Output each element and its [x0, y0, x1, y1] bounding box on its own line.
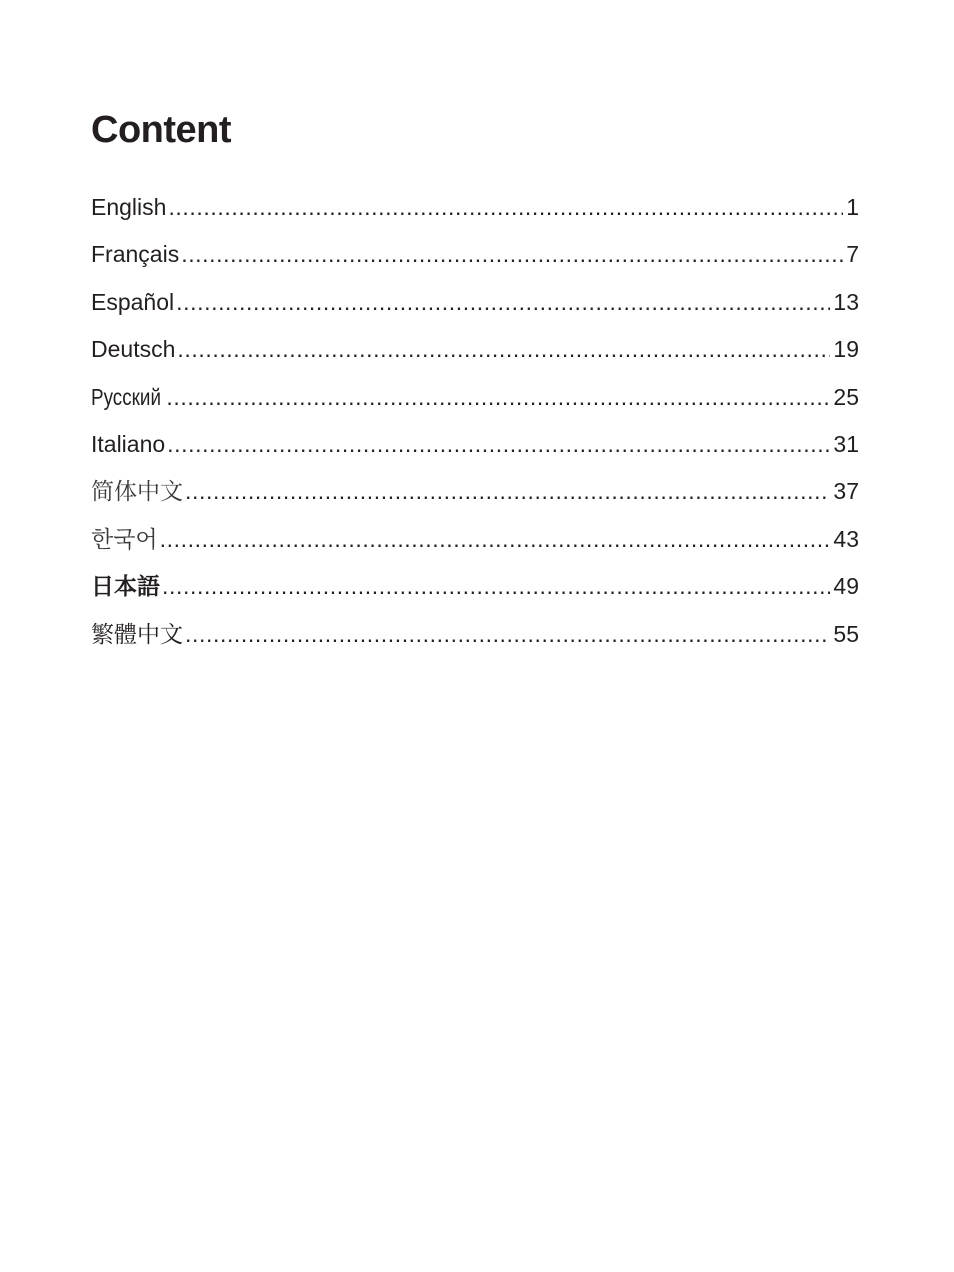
toc-label: Español: [91, 288, 175, 315]
toc-page-number: 55: [833, 620, 859, 647]
toc-page-number: 13: [833, 288, 859, 315]
toc-leader-dots: [185, 474, 830, 508]
toc-page-number: 1: [846, 194, 859, 220]
toc-page-number: 7: [846, 241, 859, 268]
toc-page-number: 31: [833, 430, 859, 457]
toc-label: 한국어: [91, 525, 158, 552]
toc-leader-dots: [176, 285, 830, 319]
toc-entry-traditional-chinese[interactable]: [91, 617, 859, 664]
toc-leader-dots: [160, 522, 831, 556]
toc-leader-dots: [168, 190, 843, 224]
toc-entry-deutsch[interactable]: [91, 332, 859, 379]
toc-entry-espanol[interactable]: [91, 285, 859, 332]
toc-entry-simplified-chinese[interactable]: [91, 474, 859, 521]
toc-entry-italiano[interactable]: [91, 427, 859, 474]
toc-label: 繁體中文: [91, 620, 183, 647]
toc-entry-english[interactable]: [91, 190, 859, 237]
toc-entry-russian[interactable]: [91, 380, 859, 427]
toc-page-number: 25: [833, 383, 859, 410]
toc-label: 日本語: [91, 573, 160, 600]
toc-leader-dots: [181, 237, 843, 271]
toc-label: Français: [91, 241, 180, 268]
toc-label: Italiano: [91, 430, 166, 457]
toc-page-number: 49: [833, 573, 859, 600]
toc-label: 简体中文: [91, 478, 183, 505]
toc-leader-dots: [166, 380, 830, 414]
toc-leader-dots: [167, 427, 830, 461]
toc-leader-dots: [162, 569, 830, 603]
page-title: Content: [91, 109, 232, 151]
toc-label: Русский: [91, 383, 161, 410]
toc-page-number: 37: [833, 478, 859, 505]
toc-entry-francais[interactable]: [91, 237, 859, 284]
toc-page-number: 19: [833, 336, 859, 363]
toc-label: Deutsch: [91, 336, 176, 363]
toc-entry-korean[interactable]: [91, 522, 859, 569]
toc-leader-dots: [185, 617, 830, 651]
table-of-contents: [91, 190, 859, 664]
toc-page-number: 43: [833, 525, 859, 552]
toc-leader-dots: [177, 332, 830, 366]
toc-entry-japanese[interactable]: [91, 569, 859, 616]
toc-label: English: [91, 194, 167, 220]
